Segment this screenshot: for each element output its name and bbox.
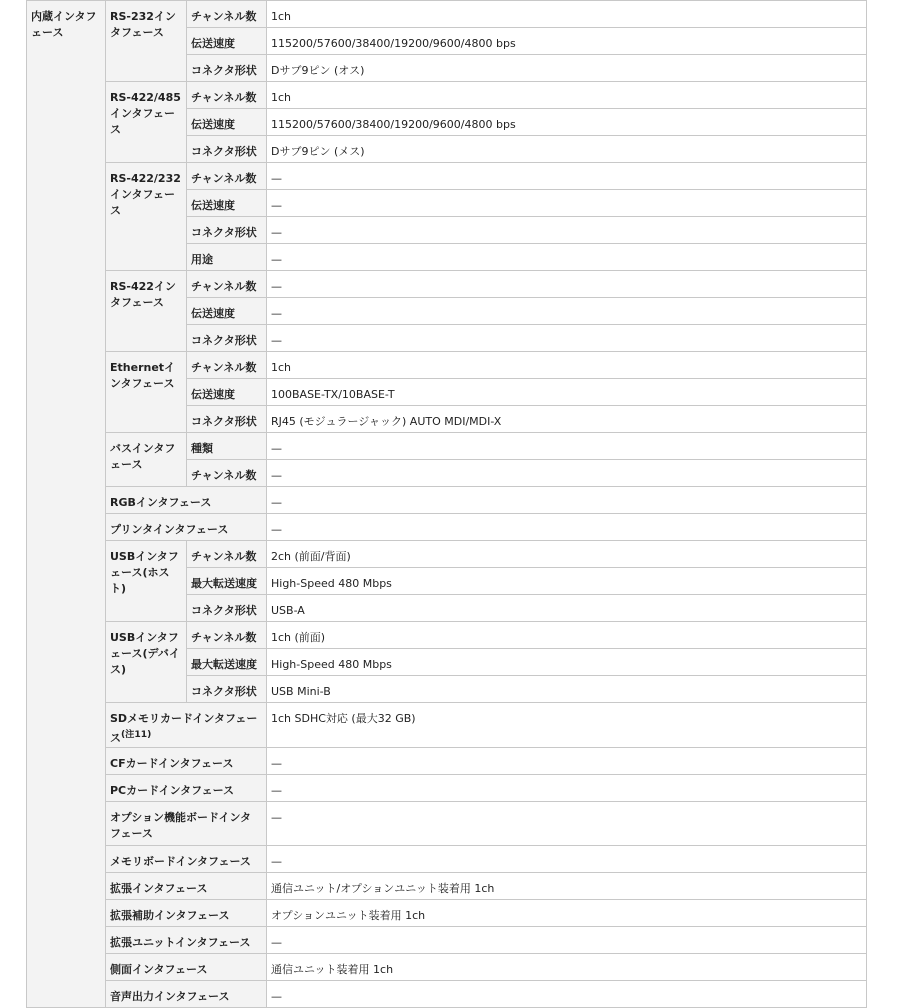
group-label-rs422: RS-422インタフェース [106,271,187,352]
row-value: 115200/57600/38400/19200/9600/4800 bps [267,109,867,136]
row-value: 1ch [267,1,867,28]
group-label-usb-device: USBインタフェース(デバイス) [106,622,187,703]
row-label: チャンネル数 [187,541,267,568]
row-value: — [267,980,867,1007]
row-label: 伝送速度 [187,190,267,217]
row-value: — [267,774,867,801]
footnote-ref[interactable]: (注11) [121,729,152,740]
row-value: オプションユニット装着用 1ch [267,899,867,926]
row-value: — [267,487,867,514]
row-value: 115200/57600/38400/19200/9600/4800 bps [267,28,867,55]
row-value: — [267,926,867,953]
row-label: チャンネル数 [187,1,267,28]
table-row [27,953,867,980]
row-label: 伝送速度 [187,109,267,136]
table-row [27,352,867,379]
group-label-bus: バスインタフェース [106,433,187,487]
row-label: コネクタ形状 [187,595,267,622]
row-value: 1ch [267,352,867,379]
row-value: — [267,217,867,244]
table-row [27,541,867,568]
row-label: チャンネル数 [187,163,267,190]
row-label: コネクタ形状 [187,325,267,352]
row-value: High-Speed 480 Mbps [267,568,867,595]
row-label-printer: プリンタインタフェース [106,514,267,541]
table-row [27,514,867,541]
table-row [27,271,867,298]
row-label: チャンネル数 [187,271,267,298]
row-value: Dサブ9ピン (オス) [267,55,867,82]
row-value: 通信ユニット装着用 1ch [267,953,867,980]
table-row [27,845,867,872]
table-row [27,433,867,460]
table-row [27,899,867,926]
row-value: — [267,845,867,872]
row-value: Dサブ9ピン (メス) [267,136,867,163]
row-value: 2ch (前面/背面) [267,541,867,568]
row-value: High-Speed 480 Mbps [267,649,867,676]
row-value: 1ch (前面) [267,622,867,649]
row-label: 用途 [187,244,267,271]
row-label-audio-out: 音声出力インタフェース [106,980,267,1007]
group-label-rs422-232: RS-422/232インタフェース [106,163,187,271]
row-label: 種類 [187,433,267,460]
table-row [27,926,867,953]
row-value: 100BASE-TX/10BASE-T [267,379,867,406]
row-label: コネクタ形状 [187,136,267,163]
table-row [27,872,867,899]
table-row [27,82,867,109]
row-label-option-board: オプション機能ボードインタフェース [106,801,267,845]
row-label: コネクタ形状 [187,676,267,703]
row-value: 1ch SDHC対応 (最大32 GB) [267,703,867,748]
row-label-memory-board: メモリボードインタフェース [106,845,267,872]
group-label-usb-host: USBインタフェース(ホスト) [106,541,187,622]
row-label: チャンネル数 [187,460,267,487]
row-label-pccard: PCカードインタフェース [106,774,267,801]
row-value: — [267,460,867,487]
row-label: コネクタ形状 [187,55,267,82]
group-label-ethernet: Ethernetインタフェース [106,352,187,433]
table-row [27,747,867,774]
row-value: — [267,190,867,217]
row-value: 通信ユニット/オプションユニット装着用 1ch [267,872,867,899]
row-value: — [267,244,867,271]
group-label-rs232: RS-232インタフェース [106,1,187,82]
row-value: — [267,271,867,298]
row-value: USB-A [267,595,867,622]
row-label: 伝送速度 [187,379,267,406]
row-label: 最大転送速度 [187,568,267,595]
table-row [27,703,867,748]
row-label: 伝送速度 [187,28,267,55]
row-label: 伝送速度 [187,298,267,325]
sd-label-text: SDメモリカードインタフェース [110,712,258,745]
row-value: 1ch [267,82,867,109]
row-value: — [267,298,867,325]
section-header: 内蔵インタフェース [27,1,106,1008]
row-value: — [267,325,867,352]
row-value: — [267,747,867,774]
table-row [27,1,867,28]
row-label-side: 側面インタフェース [106,953,267,980]
row-label: チャンネル数 [187,82,267,109]
row-label: チャンネル数 [187,622,267,649]
table-row [27,774,867,801]
row-value: — [267,514,867,541]
row-label: チャンネル数 [187,352,267,379]
table-row [27,163,867,190]
row-value: RJ45 (モジュラージャック) AUTO MDI/MDI-X [267,406,867,433]
table-row [27,980,867,1007]
row-label: 最大転送速度 [187,649,267,676]
row-label-expansion-unit: 拡張ユニットインタフェース [106,926,267,953]
row-value: — [267,801,867,845]
row-value: — [267,163,867,190]
row-value: USB Mini-B [267,676,867,703]
row-label: コネクタ形状 [187,217,267,244]
spec-table [26,0,867,1008]
row-label-cf: CFカードインタフェース [106,747,267,774]
table-row [27,801,867,845]
table-row [27,487,867,514]
row-label-expansion-aux: 拡張補助インタフェース [106,899,267,926]
row-value: — [267,433,867,460]
table-row [27,622,867,649]
row-label-rgb: RGBインタフェース [106,487,267,514]
row-label-sd [106,703,267,748]
group-label-rs422-485: RS-422/485インタフェース [106,82,187,163]
row-label: コネクタ形状 [187,406,267,433]
row-label-expansion: 拡張インタフェース [106,872,267,899]
